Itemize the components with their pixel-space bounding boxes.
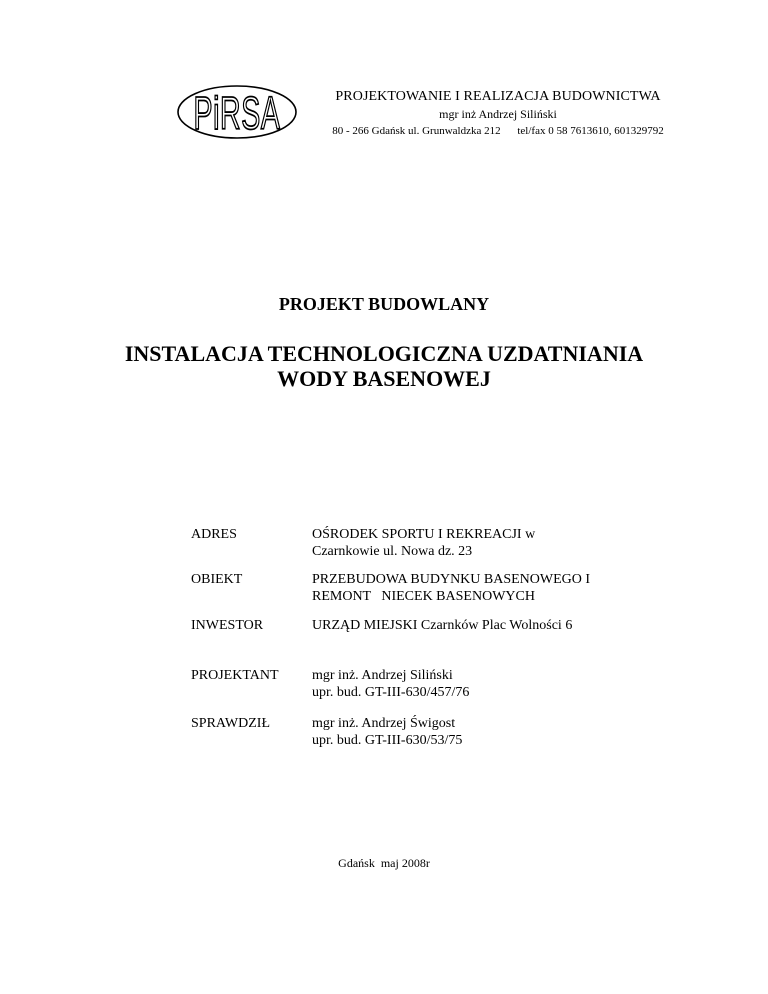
company-header bbox=[308, 89, 688, 137]
info-value-line-1: mgr inż. Andrzej Świgost bbox=[312, 716, 456, 731]
document-title bbox=[0, 341, 768, 391]
info-value bbox=[312, 526, 535, 560]
info-value-line-2: REMONT NIECEK BASENOWYCH bbox=[312, 589, 535, 604]
company-contact bbox=[308, 125, 688, 137]
info-label: ADRES bbox=[191, 527, 237, 542]
info-value bbox=[312, 715, 462, 749]
info-value bbox=[312, 571, 590, 605]
company-owner: mgr inż Andrzej Siliński bbox=[439, 107, 557, 121]
company-address: 80 - 266 Gdańsk ul. Grunwaldzka 212 bbox=[332, 125, 501, 137]
info-value-line-2: Czarnkowie ul. Nowa dz. 23 bbox=[312, 544, 473, 559]
document-title-line-1: INSTALACJA TECHNOLOGICZNA UZDATNIANIA bbox=[124, 341, 644, 366]
info-label: SPRAWDZIŁ bbox=[191, 716, 270, 731]
info-value bbox=[312, 667, 469, 701]
pirsa-logo bbox=[176, 83, 298, 141]
info-value-line-1: mgr inż. Andrzej Siliński bbox=[312, 668, 453, 683]
info-value-line-1: OŚRODEK SPORTU I REKREACJI w bbox=[312, 527, 536, 542]
document-type: PROJEKT BUDOWLANY bbox=[278, 294, 490, 314]
info-label: OBIEKT bbox=[191, 572, 243, 587]
info-label: INWESTOR bbox=[191, 618, 264, 633]
info-value-line-1: URZĄD MIEJSKI Czarnków Plac Wolności 6 bbox=[312, 618, 573, 633]
info-value-line-1: PRZEBUDOWA BUDYNKU BASENOWEGO I bbox=[312, 572, 591, 587]
info-value bbox=[312, 617, 572, 634]
info-value-line-2: upr. bud. GT-III-630/53/75 bbox=[312, 733, 463, 748]
place-date: Gdańsk maj 2008r bbox=[338, 856, 430, 870]
pirsa-logo-text: PiRSA bbox=[193, 88, 281, 140]
info-value-line-2: upr. bud. GT-III-630/457/76 bbox=[312, 685, 470, 700]
pirsa-logo-mark bbox=[176, 83, 298, 141]
document-title-line-2: WODY BASENOWEJ bbox=[277, 366, 491, 391]
info-label: PROJEKTANT bbox=[191, 668, 279, 683]
company-name: PROJEKTOWANIE I REALIZACJA BUDOWNICTWA bbox=[335, 89, 661, 104]
company-phone: tel/fax 0 58 7613610, 601329792 bbox=[517, 125, 664, 137]
